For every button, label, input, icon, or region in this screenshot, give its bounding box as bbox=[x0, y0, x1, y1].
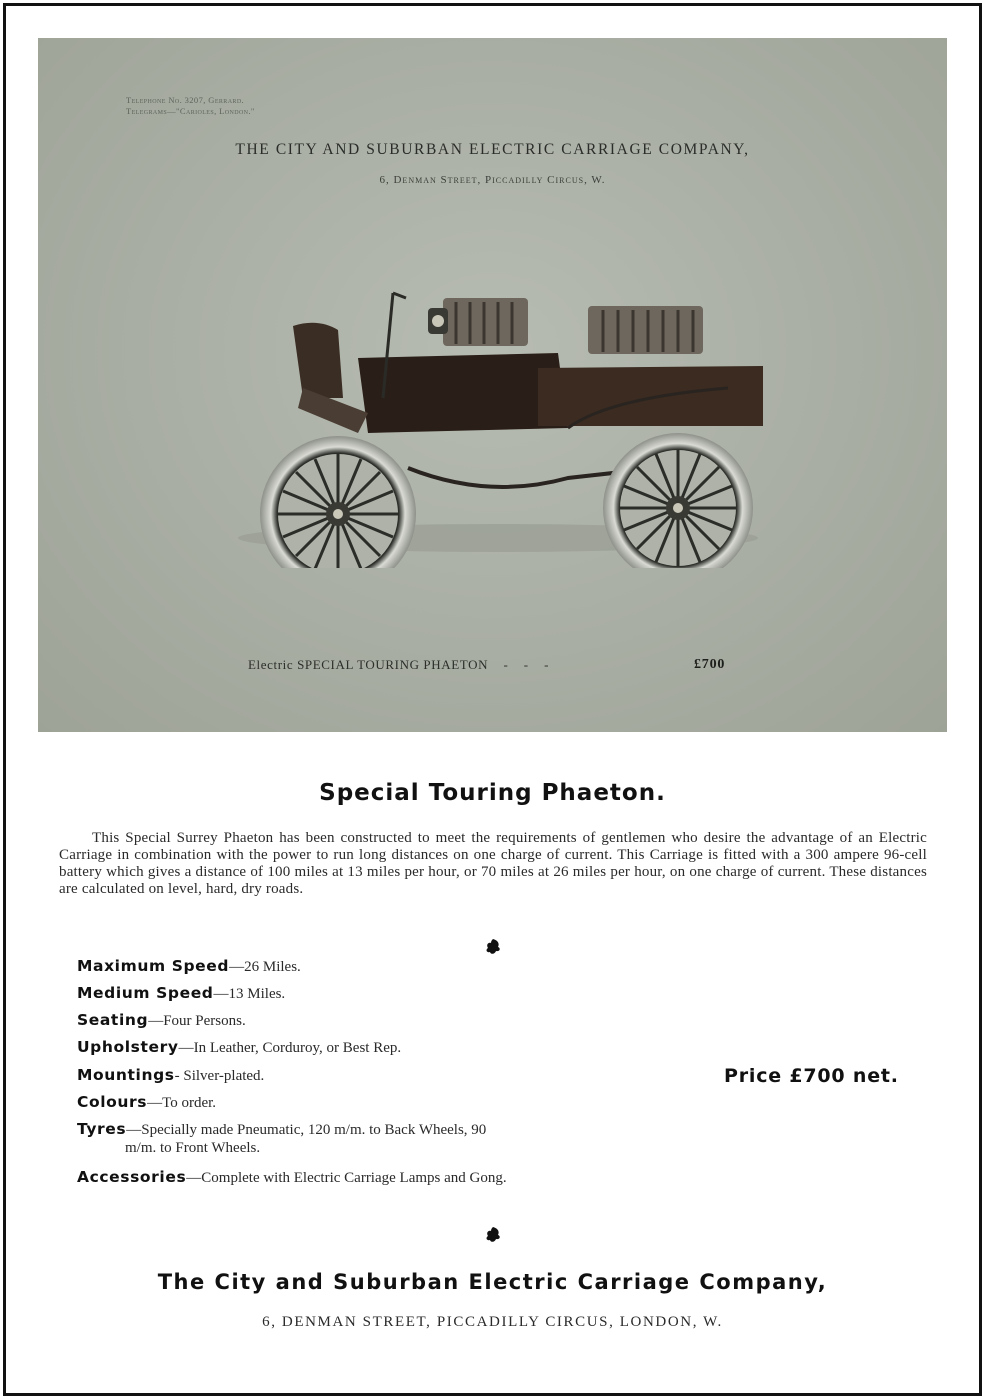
spec-mountings bbox=[77, 1066, 264, 1085]
spec-label: Tyres bbox=[77, 1120, 127, 1138]
spec-value: - Silver-plated. bbox=[174, 1068, 265, 1084]
photo-plate bbox=[38, 38, 947, 732]
spec-maximum-speed bbox=[77, 957, 301, 976]
telephone-line: Telephone No. 3207, Gerrard. bbox=[126, 95, 245, 105]
spec-value: —In Leather, Corduroy, or Best Rep. bbox=[178, 1040, 402, 1056]
fleuron-icon bbox=[484, 1226, 502, 1244]
spec-tyres bbox=[77, 1120, 486, 1139]
spec-upholstery bbox=[77, 1038, 401, 1057]
carriage-illustration bbox=[208, 238, 768, 568]
plate-company-name: THE CITY AND SUBURBAN ELECTRIC CARRIAGE COMPANY, bbox=[235, 141, 750, 158]
spec-label: Maximum Speed bbox=[77, 957, 230, 975]
spec-label: Medium Speed bbox=[77, 984, 214, 1002]
spec-label: Upholstery bbox=[77, 1038, 179, 1056]
page-title: Special Touring Phaeton. bbox=[319, 780, 666, 806]
spec-value: —13 Miles. bbox=[213, 986, 286, 1002]
price-net: Price £700 net. bbox=[724, 1065, 899, 1087]
spec-value: —26 Miles. bbox=[229, 959, 301, 975]
spec-accessories bbox=[77, 1168, 507, 1187]
fleuron-icon bbox=[484, 938, 502, 956]
plate-caption-price: £700 bbox=[694, 657, 726, 672]
plate-caption: Electric SPECIAL TOURING PHAETON - - - bbox=[248, 657, 550, 672]
spec-medium-speed bbox=[77, 984, 285, 1003]
spec-seating bbox=[77, 1011, 246, 1030]
telephone-block bbox=[126, 95, 255, 117]
spec-label: Mountings bbox=[77, 1066, 175, 1084]
plate-address: 6, Denman Street, Piccadilly Circus, W. bbox=[379, 174, 606, 186]
spec-label: Colours bbox=[77, 1093, 148, 1111]
spec-label: Accessories bbox=[77, 1168, 187, 1186]
spec-value: —To order. bbox=[147, 1095, 217, 1111]
spec-value: —Specially made Pneumatic, 120 m/m. to Back Wheels, 90 bbox=[126, 1122, 487, 1138]
footer-company-name: The City and Suburban Electric Carriage Company, bbox=[157, 1270, 828, 1294]
spec-tyres-continued: m/m. to Front Wheels. bbox=[125, 1140, 261, 1156]
telegrams-line: Telegrams—"Carioles, London." bbox=[126, 106, 255, 116]
spec-colours bbox=[77, 1093, 216, 1112]
spec-label: Seating bbox=[77, 1011, 149, 1029]
spec-value: —Four Persons. bbox=[148, 1013, 246, 1029]
description-paragraph: This Special Surrey Phaeton has been constructed to meet the requirements of gentlemen who desire the advantage of an Electric Carriage in combination with the power to run long distances on one charge of current. This Carriage is fitted with a 300 ampere 96-cell battery which gives a distance of 100 miles at 13 miles per hour, or 70 miles at 26 miles per hour, on one charge of current. These distances are calculated on level, hard, dry roads. bbox=[59, 830, 927, 897]
spec-value: —Complete with Electric Carriage Lamps and Gong. bbox=[186, 1170, 507, 1186]
footer-address: 6, DENMAN STREET, PICCADILLY CIRCUS, LONDON, W. bbox=[262, 1314, 723, 1330]
